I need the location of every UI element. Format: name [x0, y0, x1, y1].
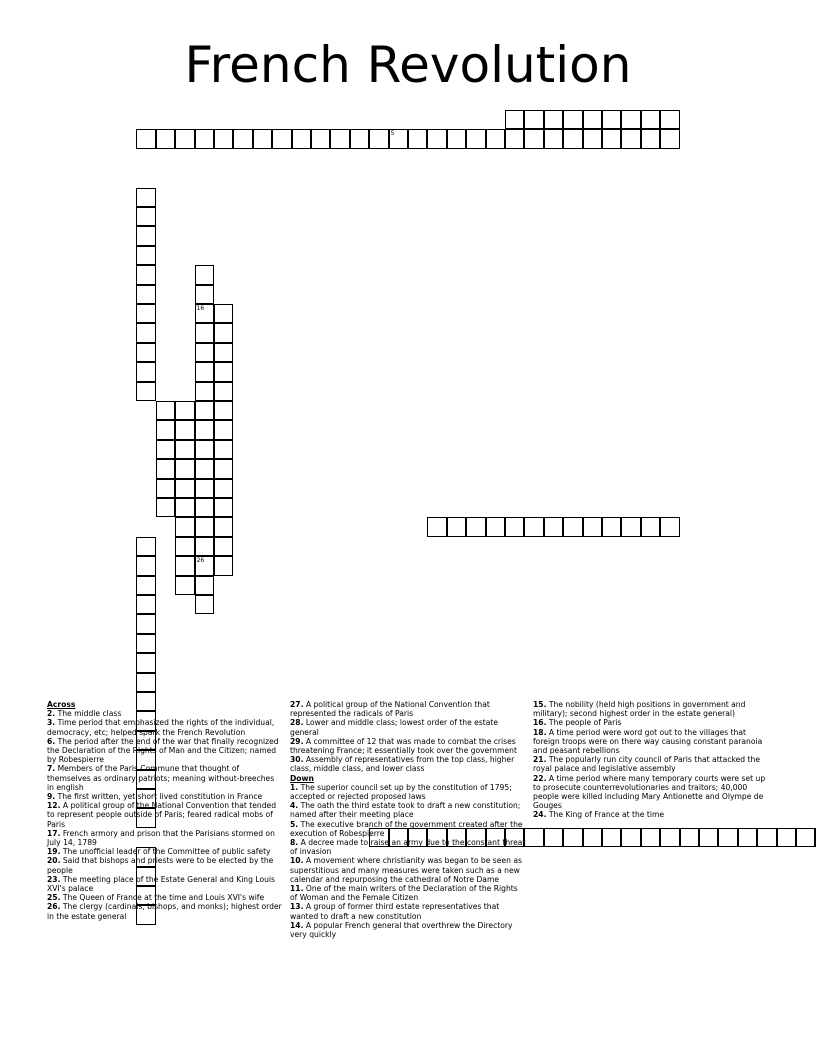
grid-cell[interactable]	[136, 595, 155, 614]
grid-cell[interactable]	[175, 479, 194, 498]
grid-cell[interactable]	[195, 323, 214, 342]
grid-cell[interactable]	[214, 479, 233, 498]
clue-item-text: The people of Paris	[546, 718, 622, 728]
grid-cell[interactable]	[136, 304, 155, 323]
clue-item	[47, 847, 283, 856]
grid-cell[interactable]	[602, 129, 621, 148]
clue-item-number: 19.	[47, 847, 61, 857]
grid-cell[interactable]	[563, 517, 582, 536]
grid-cell[interactable]	[156, 129, 175, 148]
grid-cell[interactable]	[136, 653, 155, 672]
grid-cell[interactable]	[505, 129, 524, 148]
clue-item	[533, 700, 769, 718]
grid-cell[interactable]	[195, 537, 214, 556]
clue-item-text: The meeting place of the Estate General and King Louis XVI's palace	[47, 874, 275, 894]
puzzle-title: French Revolution	[184, 36, 632, 94]
grid-cell[interactable]	[214, 304, 233, 323]
grid-cell[interactable]	[350, 129, 369, 148]
grid-cell[interactable]	[505, 517, 524, 536]
clue-item-text: A group of former third estate representatives that wanted to draft a new constitution	[290, 902, 500, 921]
grid-cell[interactable]	[544, 110, 563, 129]
grid-cell[interactable]	[214, 517, 233, 536]
down-clue-list	[290, 783, 526, 939]
grid-cell[interactable]	[175, 576, 194, 595]
grid-cell[interactable]	[195, 129, 214, 148]
grid-cell[interactable]	[156, 420, 175, 439]
clue-item-text: The popularly run city council of Paris that attacked the royal palace and legislative assembly	[533, 755, 760, 774]
grid-cell[interactable]	[175, 498, 194, 517]
clue-item	[290, 700, 526, 718]
grid-cell[interactable]	[563, 129, 582, 148]
grid-cell[interactable]	[214, 382, 233, 401]
grid-cell[interactable]	[175, 420, 194, 439]
grid-cell[interactable]	[408, 129, 427, 148]
clue-item-text: Time period that emphasized the rights of the individual, democracy, etc; helped spark the French Revolution	[47, 718, 275, 737]
grid-cell[interactable]	[292, 129, 311, 148]
grid-cell[interactable]	[583, 517, 602, 536]
clue-number: 16	[196, 305, 205, 312]
grid-cell[interactable]	[195, 401, 214, 420]
clue-item-number: 5.	[290, 819, 299, 829]
grid-cell[interactable]	[195, 382, 214, 401]
clue-item-text: A time period where many temporary courts were set up to prosecute counterrevolutionaries and traitors; 40,000 people were killed including Mary Antionette and Olympe de Gouges	[533, 773, 766, 811]
grid-cell[interactable]	[156, 401, 175, 420]
clue-item-number: 17.	[47, 828, 61, 838]
clue-item-number: 23.	[47, 874, 61, 884]
grid-cell[interactable]	[621, 517, 640, 536]
clue-item	[47, 902, 283, 920]
clue-item	[290, 820, 526, 838]
grid-cell[interactable]	[214, 362, 233, 381]
grid-cell[interactable]	[214, 323, 233, 342]
clue-item-number: 6.	[47, 736, 56, 746]
grid-cell[interactable]	[214, 459, 233, 478]
clue-item-number: 25.	[47, 893, 61, 903]
clue-item-number: 20.	[47, 856, 61, 866]
grid-cell[interactable]	[524, 110, 543, 129]
grid-cell[interactable]	[660, 110, 679, 129]
clue-item-text: French armory and prison that the Parisians stormed on July 14, 1789	[47, 828, 275, 848]
grid-cell[interactable]	[641, 110, 660, 129]
clue-item-text: A movement where christianity was began to be seen as superstitious and many measures were taken such as a new calendar and repurposing the cathedral of Notre Dame	[290, 856, 522, 884]
clue-item	[533, 810, 769, 819]
clue-item-number: 18.	[533, 727, 547, 737]
grid-cell[interactable]	[195, 343, 214, 362]
grid-cell[interactable]	[214, 343, 233, 362]
grid-cell[interactable]	[524, 517, 543, 536]
clue-item-number: 28.	[290, 718, 304, 728]
clue-item-text: Said that bishops and priests were to be elected by the people	[47, 856, 274, 875]
clue-item-number: 3.	[47, 718, 56, 728]
clue-section	[0, 700, 816, 960]
clue-item-text: The executive branch of the government created after the execution of Robespierre	[290, 819, 523, 838]
clue-item-text: The oath the third estate took to draft a new constitution; named after their meeting place	[290, 801, 521, 820]
grid-cell[interactable]	[195, 362, 214, 381]
grid-cell[interactable]	[136, 226, 155, 245]
grid-cell[interactable]	[544, 129, 563, 148]
grid-cell[interactable]	[486, 129, 505, 148]
clue-item-text: The middle class	[55, 709, 122, 719]
grid-cell[interactable]	[660, 517, 679, 536]
clue-item	[47, 829, 283, 847]
clue-item-text: Members of the Paris Commune that thought of themselves as ordinary patriots; meaning without-breeches in english	[47, 764, 275, 792]
clue-item	[290, 902, 526, 920]
grid-cell[interactable]	[641, 129, 660, 148]
grid-cell[interactable]	[136, 614, 155, 633]
clue-item-text: A popular French general that overthrew the Directory very quickly	[290, 920, 513, 940]
clues-column-2	[290, 700, 526, 939]
clue-item-number: 29.	[290, 736, 304, 746]
grid-cell[interactable]	[427, 517, 446, 536]
grid-cell[interactable]	[214, 129, 233, 148]
grid-cell[interactable]	[195, 595, 214, 614]
grid-cell[interactable]	[195, 285, 214, 304]
clue-number: 5	[390, 130, 395, 138]
clue-item-number: 12.	[47, 801, 61, 811]
clue-item-text: A political group of the National Convention that represented the radicals of Paris	[290, 700, 490, 719]
grid-cell[interactable]	[175, 440, 194, 459]
grid-cell[interactable]	[466, 517, 485, 536]
clue-item-number: 9.	[47, 792, 56, 802]
grid-cell[interactable]	[311, 129, 330, 148]
grid-cell[interactable]	[524, 129, 543, 148]
grid-cell[interactable]	[136, 556, 155, 575]
grid-cell[interactable]	[641, 517, 660, 536]
clues-column-1	[47, 700, 283, 921]
clue-item	[47, 764, 283, 792]
grid-cell[interactable]	[621, 110, 640, 129]
grid-cell[interactable]	[136, 285, 155, 304]
grid-cell[interactable]	[544, 517, 563, 536]
clue-item	[47, 893, 283, 902]
clue-item-number: 15.	[533, 700, 547, 709]
clue-item-number: 21.	[533, 755, 547, 765]
grid-cell[interactable]	[583, 110, 602, 129]
grid-cell[interactable]	[175, 401, 194, 420]
grid-cell[interactable]	[214, 498, 233, 517]
grid-cell[interactable]	[660, 129, 679, 148]
grid-cell[interactable]	[156, 479, 175, 498]
clue-item-text: Lower and middle class; lowest order of the estate general	[290, 718, 499, 737]
clue-item	[47, 718, 283, 736]
grid-cell[interactable]	[272, 129, 291, 148]
grid-cell[interactable]	[214, 537, 233, 556]
clue-item	[47, 801, 283, 829]
grid-cell[interactable]	[602, 110, 621, 129]
clue-item	[290, 856, 526, 884]
clue-item	[290, 718, 526, 736]
grid-cell[interactable]	[195, 420, 214, 439]
clue-item-text: The Queen of France at the time and Louis XVI's wife	[60, 893, 265, 903]
clue-item-text: The nobility (held high positions in government and military); second highest order in the estate general)	[533, 700, 746, 719]
clue-item-text: One of the main writers of the Declaration of the Rights of Woman and the Female Citizen	[290, 884, 518, 903]
grid-cell[interactable]	[253, 129, 272, 148]
clue-item-number: 26.	[47, 902, 61, 912]
across-heading: Across	[47, 700, 76, 709]
grid-cell[interactable]	[136, 265, 155, 284]
grid-cell[interactable]	[136, 673, 155, 692]
clue-item	[290, 838, 526, 856]
clue-item	[533, 774, 769, 811]
grid-cell[interactable]	[136, 207, 155, 226]
clue-item	[290, 737, 526, 755]
clue-item-text: Assembly of representatives from the top class, higher class, middle class, and lower class	[290, 755, 515, 774]
grid-cell[interactable]	[621, 129, 640, 148]
grid-cell[interactable]	[486, 517, 505, 536]
grid-cell[interactable]	[427, 129, 446, 148]
clue-item-number: 8.	[290, 838, 299, 848]
clue-item	[290, 884, 526, 902]
clue-item-number: 10.	[290, 856, 304, 866]
clue-item-text: The period after the end of the war that finally recognized the Declaration of the Rights of Man and the Citizen; named by Robespierre	[47, 736, 279, 765]
grid-cell[interactable]	[447, 129, 466, 148]
grid-cell[interactable]	[136, 188, 155, 207]
clue-item-text: A committee of 12 that was made to combat the crises threatening France; it essentially took over the government	[290, 736, 517, 756]
clue-item-number: 27.	[290, 700, 304, 709]
grid-cell[interactable]	[563, 110, 582, 129]
clue-item-text: The unofficial leader of the Committee of public safety	[60, 847, 271, 857]
clue-item-number: 2.	[47, 709, 56, 719]
clue-item-number: 13.	[290, 902, 304, 912]
grid-cell[interactable]	[195, 304, 214, 323]
clue-item-number: 14.	[290, 920, 304, 930]
clue-item-text: A time period were word got out to the villages that foreign troops were on there way causing constant paranoia and peasant rebellions	[533, 727, 763, 756]
clue-item-text: The clergy (cardinals, bishops, and monks); highest order in the estate general	[47, 902, 282, 921]
clue-item-number: 16.	[533, 718, 547, 728]
grid-cell[interactable]	[214, 401, 233, 420]
clue-item-text: A political group of the National Convention that tended to represent people outside of Paris; feared radical mobs of Paris	[47, 801, 277, 829]
down-clue-list-continued	[533, 700, 769, 820]
across-clue-list-continued	[290, 700, 526, 774]
clue-item-text: The first written, yet short lived constitution in France	[55, 792, 263, 802]
grid-cell[interactable]	[156, 498, 175, 517]
clue-item-number: 4.	[290, 801, 299, 811]
grid-cell[interactable]	[447, 517, 466, 536]
grid-cell[interactable]	[136, 323, 155, 342]
grid-cell[interactable]	[505, 110, 524, 129]
grid-cell[interactable]	[214, 556, 233, 575]
clue-item	[47, 792, 283, 801]
grid-cell[interactable]	[175, 556, 194, 575]
clue-item-number: 7.	[47, 764, 56, 774]
clue-item	[47, 875, 283, 893]
grid-cell[interactable]	[175, 517, 194, 536]
down-heading: Down	[290, 773, 314, 783]
grid-cell[interactable]	[136, 129, 155, 148]
clue-item	[47, 737, 283, 765]
clue-item	[290, 783, 526, 801]
clues-column-3	[533, 700, 769, 820]
grid-cell[interactable]	[136, 576, 155, 595]
grid-cell[interactable]	[136, 343, 155, 362]
clue-number: 26	[196, 557, 205, 565]
grid-cell[interactable]	[175, 459, 194, 478]
grid-cell[interactable]	[136, 634, 155, 653]
grid-cell[interactable]	[389, 129, 408, 148]
grid-cell[interactable]	[214, 440, 233, 459]
grid-cell[interactable]	[195, 498, 214, 517]
grid-cell[interactable]	[195, 479, 214, 498]
clue-item-number: 24.	[533, 810, 547, 820]
clue-item	[47, 856, 283, 874]
grid-cell[interactable]	[330, 129, 349, 148]
clue-item	[290, 921, 526, 939]
clue-item-text: A decree made to raise an army due to the constant threat of invasion	[290, 838, 526, 857]
grid-cell[interactable]	[195, 440, 214, 459]
grid-cell[interactable]	[136, 362, 155, 381]
grid-cell[interactable]	[195, 517, 214, 536]
grid-cell[interactable]	[156, 440, 175, 459]
clue-item-text: The King of France at the time	[546, 810, 665, 820]
grid-cell[interactable]	[466, 129, 485, 148]
grid-cell[interactable]	[233, 129, 252, 148]
grid-cell[interactable]	[156, 459, 175, 478]
clue-item-number: 1.	[290, 782, 299, 792]
grid-cell[interactable]	[602, 517, 621, 536]
clue-item	[533, 755, 769, 773]
grid-cell[interactable]	[136, 537, 155, 556]
clue-item-number: 22.	[533, 773, 547, 783]
clue-item-number: 30.	[290, 755, 304, 765]
grid-cell[interactable]	[195, 556, 214, 575]
grid-cell[interactable]	[175, 129, 194, 148]
grid-cell[interactable]	[195, 265, 214, 284]
clue-item	[533, 728, 769, 756]
grid-cell[interactable]	[136, 246, 155, 265]
clue-item	[290, 755, 526, 773]
clue-item-number: 11.	[290, 884, 304, 894]
clue-item	[290, 801, 526, 819]
grid-cell[interactable]	[175, 537, 194, 556]
grid-cell[interactable]	[195, 576, 214, 595]
across-clue-list	[47, 709, 283, 921]
grid-cell[interactable]	[214, 420, 233, 439]
grid-cell[interactable]	[195, 459, 214, 478]
grid-cell[interactable]	[369, 129, 388, 148]
clue-item	[47, 709, 283, 718]
clue-item-text: The superior council set up by the constitution of 1795; accepted or rejected proposed laws	[290, 782, 512, 802]
clue-item	[533, 718, 769, 727]
grid-cell[interactable]	[136, 382, 155, 401]
grid-cell[interactable]	[583, 129, 602, 148]
